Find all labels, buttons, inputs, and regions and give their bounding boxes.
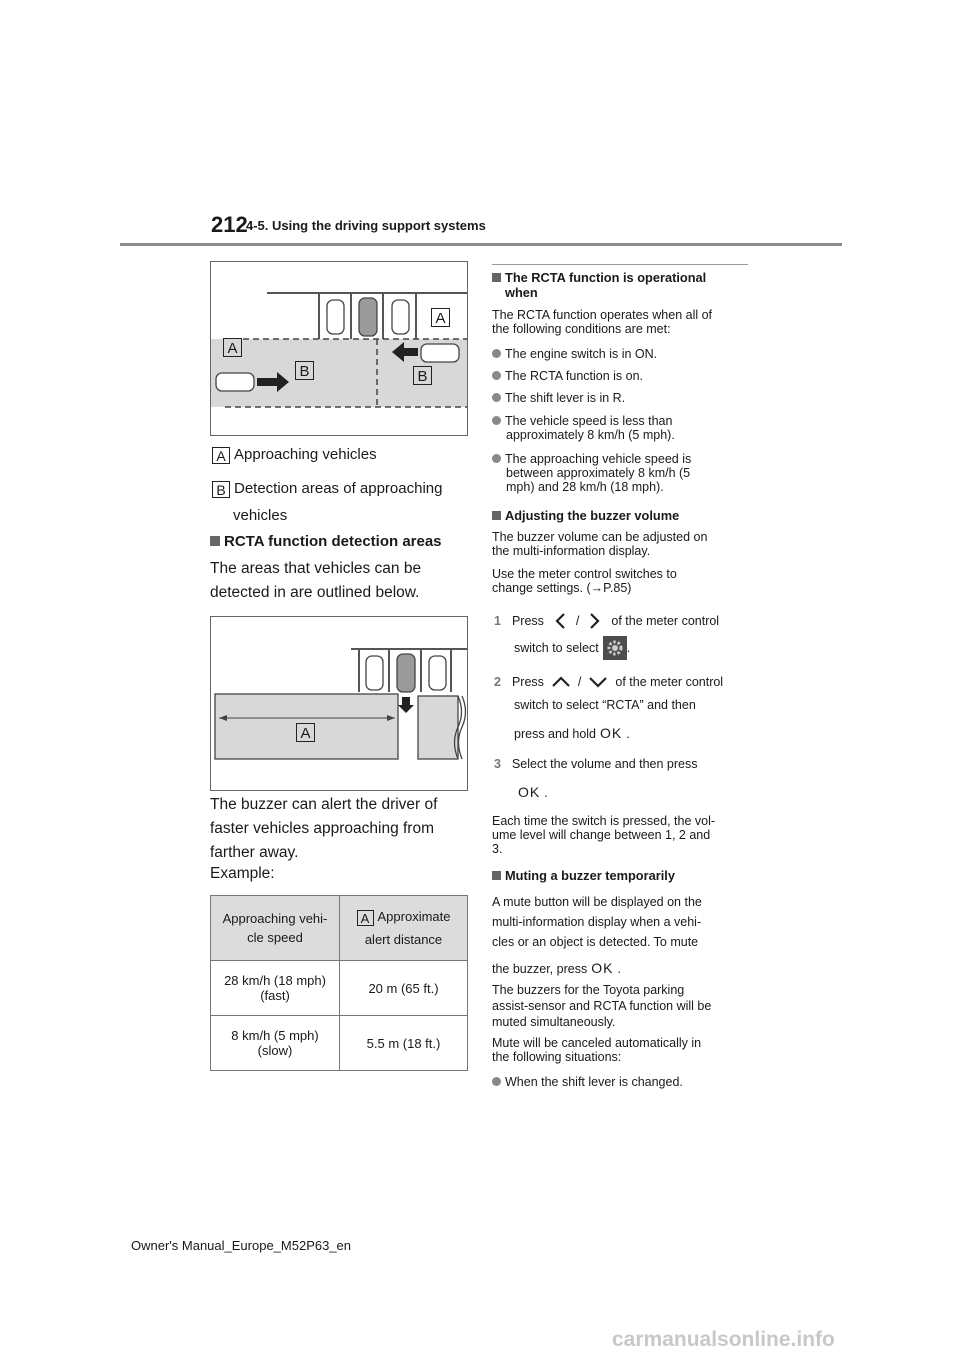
table-cell-speed <box>211 961 340 1016</box>
table-header-distance <box>340 896 468 961</box>
ok-button-icon: OK <box>518 784 541 800</box>
header-text: Approaching vehi- <box>222 911 328 926</box>
text-line: the buzzer, press <box>492 962 588 976</box>
heading-text: Adjusting the buzzer volume <box>505 508 680 523</box>
operational-intro <box>492 308 712 336</box>
bullet-text: approximately 8 km/h (5 mph). <box>506 428 675 442</box>
detection-areas-para <box>210 557 421 605</box>
para1-line: detected in are outlined below. <box>210 584 420 601</box>
bullet-item <box>492 347 657 361</box>
text-line: cles or an object is detected. To mute <box>492 935 699 949</box>
legend-b-text-1: Detection areas of approaching <box>234 480 443 497</box>
heading-text: when <box>505 285 538 300</box>
cell-text: 28 km/h (18 mph) <box>224 973 326 988</box>
legend-item-a <box>212 446 377 464</box>
step-3 <box>494 757 697 771</box>
watermark: carmanualsonline.info <box>612 1328 835 1351</box>
step-text: of the meter control <box>611 614 720 628</box>
muting-para: A mute button will be displayed on the multi-information display when a vehi- cles or an object is detected. To mute the buzzer, press OK . <box>492 892 702 979</box>
text-line: The buzzers for the Toyota parking <box>492 983 685 997</box>
step-number: 3 <box>494 757 501 771</box>
table-cell-distance: 20 m (65 ft.) <box>340 961 468 1016</box>
text-line: Each time the switch is pressed, the vol- <box>492 814 716 828</box>
text-line: the following situations: <box>492 1050 622 1064</box>
legend-a-box: A <box>212 447 230 464</box>
bullet-dot-icon <box>492 371 501 380</box>
text-line: The RCTA function operates when all of <box>492 308 713 322</box>
step-1 <box>494 612 719 630</box>
mute-cancel-para <box>492 1036 701 1064</box>
volume-level-para <box>492 814 715 856</box>
para2-line: farther away. <box>210 844 299 861</box>
step-text: Select the volume and then press <box>511 757 698 771</box>
text-line: A mute button will be displayed on the <box>492 895 702 909</box>
operational-heading <box>492 270 750 300</box>
header-text: Approximate <box>377 909 451 924</box>
text-line: The buzzer volume can be adjusted on <box>492 530 708 544</box>
bullet-dot-icon <box>492 349 501 358</box>
ok-button-icon: OK <box>600 725 623 741</box>
detection-area-figure <box>210 616 468 791</box>
example-table <box>210 895 468 1071</box>
cell-text: (slow) <box>257 1043 293 1058</box>
buzzer-volume-para <box>492 530 707 558</box>
legend-b-text-2: vehicles <box>233 507 288 524</box>
rcta-approach-figure <box>210 261 468 436</box>
chevron-right-icon <box>588 612 602 630</box>
legend-item-b <box>212 480 442 498</box>
figure1-label-a-left: A <box>223 338 242 357</box>
table-cell-speed <box>211 1016 340 1071</box>
ok-button-icon: OK <box>591 960 614 976</box>
para2-line: faster vehicles approaching from <box>210 820 435 837</box>
text-line: the following conditions are met: <box>492 322 671 336</box>
page-number: 212 <box>211 212 248 237</box>
bullet-text: mph) and 28 km/h (18 mph). <box>506 480 664 494</box>
text-line: Mute will be canceled automatically in <box>492 1036 702 1050</box>
bullet-dot-icon <box>492 454 501 463</box>
text-line: 3. <box>492 842 503 856</box>
step-2-cont: press and hold OK . <box>514 725 630 741</box>
buzzer-volume-heading <box>492 508 679 523</box>
cell-text: (fast) <box>260 988 290 1003</box>
footer-text: Owner's Manual_Europe_M52P63_en <box>131 1238 352 1253</box>
heading-square-icon <box>492 273 501 282</box>
step-text: Press <box>511 614 544 628</box>
text-line: assist-sensor and RCTA function will be <box>492 999 712 1013</box>
chevron-down-icon <box>588 675 608 689</box>
buzzer-alert-para <box>210 793 437 865</box>
para2-line: The buzzer can alert the driver of <box>210 796 438 813</box>
cell-text: 8 km/h (5 mph) <box>231 1028 319 1043</box>
table-cell-distance: 5.5 m (18 ft.) <box>340 1016 468 1071</box>
bullet-item <box>492 452 691 494</box>
bullet-item <box>492 369 643 383</box>
step-2-cont: switch to select “RCTA” and then <box>514 698 696 712</box>
heading-text: Muting a buzzer temporarily <box>505 868 675 883</box>
bullet-text: The RCTA function is on. <box>505 369 644 383</box>
header-rule <box>120 243 842 246</box>
step-3-cont: OK . <box>518 784 548 800</box>
step-number: 2 <box>494 675 501 689</box>
legend-b-box: B <box>212 481 230 498</box>
rcta-approach-diagram <box>211 262 467 435</box>
legend-a-text: Approaching vehicles <box>234 446 377 463</box>
detection-areas-heading-text: RCTA function detection areas <box>224 533 442 550</box>
section-title: 4-5. Using the driving support systems <box>246 218 486 233</box>
text-line: multi-information display when a vehi- <box>492 915 702 929</box>
figure1-label-b-left: B <box>295 361 314 380</box>
header-text: cle speed <box>247 930 303 945</box>
heading-square-icon <box>210 536 220 546</box>
figure2-label-a: A <box>296 723 315 742</box>
bullet-dot-icon <box>492 393 501 402</box>
para1-line: The areas that vehicles can be <box>210 560 422 577</box>
heading-text: The RCTA function is operational <box>505 270 707 285</box>
table-header-speed <box>211 896 340 961</box>
bullet-text: The vehicle speed is less than <box>505 414 673 428</box>
step-2 <box>494 675 723 689</box>
chevron-up-icon <box>551 675 571 689</box>
detection-areas-heading <box>210 533 442 550</box>
bullet-item <box>492 391 625 405</box>
example-label: Example: <box>210 865 275 882</box>
step-1-cont: switch to select . <box>514 636 630 660</box>
meter-switch-para <box>492 567 677 595</box>
step-text: of the meter control <box>615 675 724 689</box>
table-row <box>211 1016 468 1071</box>
step-text: Press <box>511 675 544 689</box>
text-line: the multi-information display. <box>492 544 651 558</box>
bullet-text: When the shift lever is changed. <box>505 1075 683 1089</box>
bullet-text: The approaching vehicle speed is <box>505 452 692 466</box>
bullet-text: between approximately 8 km/h (5 <box>506 466 691 480</box>
heading-square-icon <box>492 871 501 880</box>
figure1-label-b-right: B <box>413 366 432 385</box>
text-line: ume level will change between 1, 2 and <box>492 828 711 842</box>
text-line: muted simultaneously. <box>492 1015 616 1029</box>
detection-area-diagram <box>211 617 467 790</box>
text-line: Use the meter control switches to <box>492 567 677 581</box>
table-header-row <box>211 896 468 961</box>
step-text: / <box>577 675 582 689</box>
header-text: alert distance <box>364 932 443 947</box>
settings-gear-icon <box>603 636 627 660</box>
bullet-item <box>492 414 675 442</box>
bullet-dot-icon <box>492 416 501 425</box>
bullet-dot-icon <box>492 1077 501 1086</box>
bullet-text: The engine switch is in ON. <box>505 347 658 361</box>
step-text: switch to select <box>514 641 599 655</box>
heading-square-icon <box>492 511 501 520</box>
text-line: change settings. (→P.85) <box>492 581 632 595</box>
header-a-box: A <box>357 910 374 926</box>
step-text: press and hold <box>514 727 597 741</box>
bullet-text: The shift lever is in R. <box>505 391 626 405</box>
step-text: / <box>575 614 580 628</box>
muting-heading <box>492 868 675 883</box>
table-row <box>211 961 468 1016</box>
right-section-rule <box>492 264 748 265</box>
step-number: 1 <box>494 614 501 628</box>
buzzers-muted-para <box>492 982 711 1030</box>
bullet-item <box>492 1075 683 1089</box>
figure1-label-a-right: A <box>431 308 450 327</box>
chevron-left-icon <box>553 612 567 630</box>
